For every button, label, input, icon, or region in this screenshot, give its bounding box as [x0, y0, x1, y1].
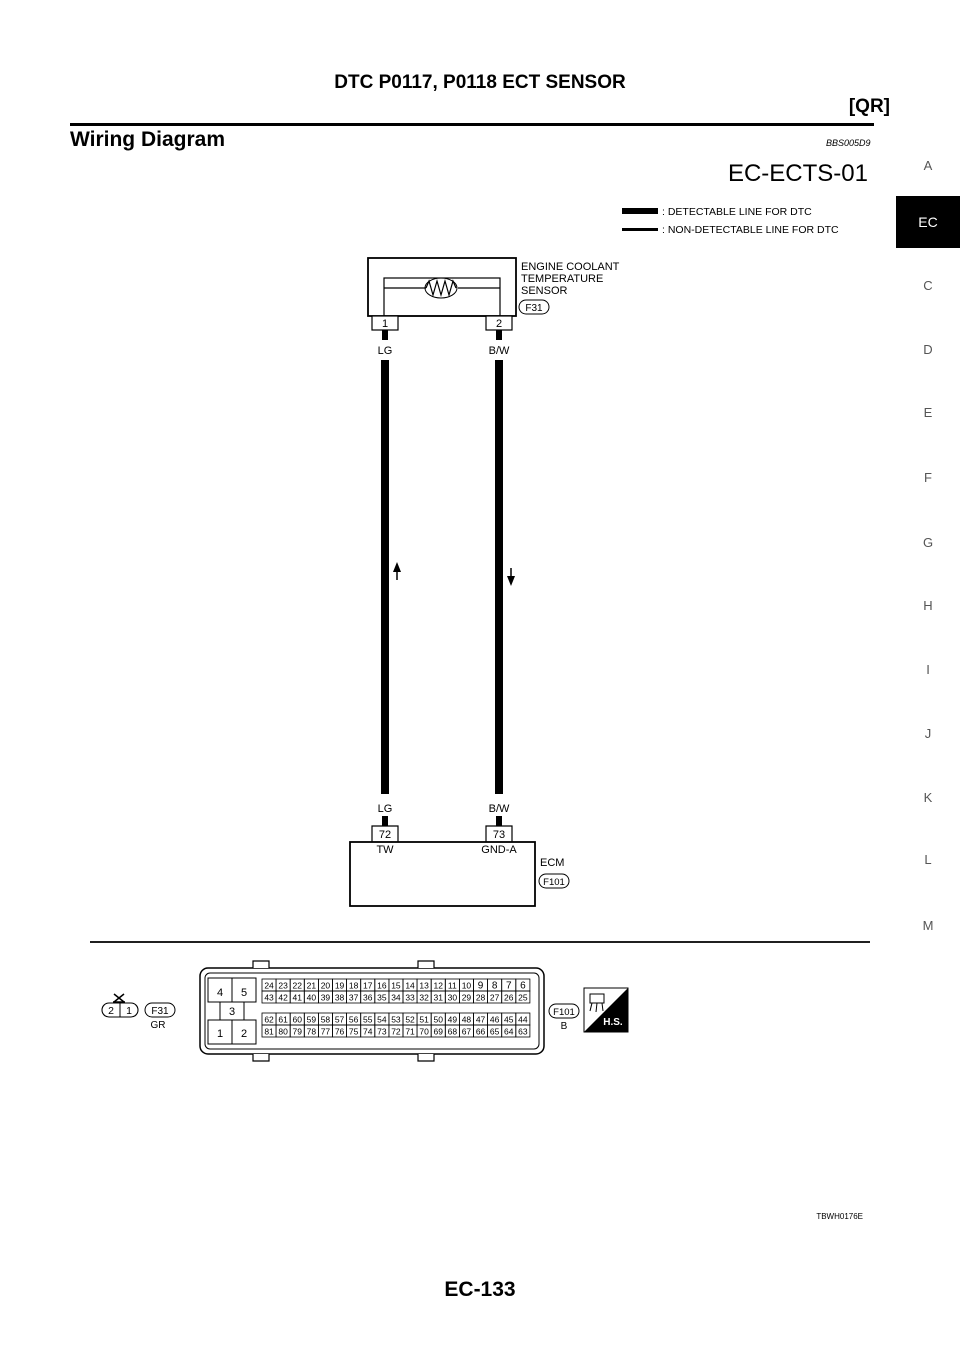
f101-pin-54: 54 [377, 1014, 387, 1025]
f101-pin-31: 31 [433, 992, 443, 1003]
f101-pin-12: 12 [433, 980, 443, 991]
ecm-terminal-tw: TW [376, 844, 394, 856]
f101-pin-9: 9 [477, 980, 484, 992]
f101-pin-6: 6 [520, 980, 526, 992]
f101-pin-70: 70 [419, 1026, 429, 1037]
f101-pin-44: 44 [518, 1014, 528, 1025]
f101-pin-48: 48 [461, 1014, 472, 1025]
f101-pin-37: 37 [348, 992, 359, 1003]
f101-pin-33: 33 [405, 992, 415, 1003]
legend-detectable-swatch [622, 208, 658, 214]
f31-color: GR [150, 1020, 166, 1031]
sensor-pin-2: 2 [495, 318, 503, 330]
thermistor-icon [426, 281, 456, 295]
f101-pin-45: 45 [504, 1014, 514, 1025]
f101-pin-21: 21 [306, 980, 317, 991]
f101-pin-76: 76 [334, 1026, 345, 1037]
f101-pin-27: 27 [489, 992, 500, 1003]
f101-pin-35: 35 [377, 992, 387, 1003]
f101-pin-55: 55 [363, 1014, 373, 1025]
f101-pin-63: 63 [518, 1026, 528, 1037]
connector-latch-icon [113, 994, 125, 1002]
sidebar-tab-g[interactable]: G [922, 535, 934, 550]
f101-pin-67: 67 [461, 1026, 472, 1037]
ecm-unit [350, 842, 569, 906]
f101-pin-56: 56 [348, 1014, 359, 1025]
sidebar-tab-h[interactable]: H [923, 598, 933, 613]
sensor-name-line-3: SENSOR [521, 285, 568, 297]
f101-pin-32: 32 [419, 992, 429, 1003]
f101-pin-61: 61 [278, 1014, 288, 1025]
f101-pin-17: 17 [363, 980, 373, 991]
sidebar-tab-m[interactable]: M [922, 918, 934, 933]
f101-pin-36: 36 [363, 992, 373, 1003]
f101-pin-57: 57 [334, 1014, 345, 1025]
f101-pin-18: 18 [348, 980, 359, 991]
signal-arrow-down [507, 568, 515, 586]
section-code: BBS005D9 [826, 138, 871, 148]
sidebar-tab-c[interactable]: C [923, 278, 933, 293]
wire-bw [495, 360, 503, 794]
sidebar-tab-d[interactable]: D [923, 342, 933, 357]
f101-connector-face [200, 961, 544, 1061]
f101-pin-71: 71 [405, 1026, 415, 1037]
f101-pin-46: 46 [489, 1014, 500, 1025]
f31-pin-1: 1 [126, 1005, 132, 1017]
f101-pin-47: 47 [475, 1014, 486, 1025]
f101-block-pin-3: 3 [228, 1006, 236, 1018]
f101-pin-14: 14 [405, 980, 415, 991]
wire-color-right-top: B/W [488, 345, 510, 357]
sensor-pin-1: 1 [381, 318, 389, 330]
f101-block-pin-4: 4 [216, 987, 224, 999]
f101-pin-79: 79 [292, 1026, 302, 1037]
f101-pin-25: 25 [518, 992, 528, 1003]
f101-pin-38: 38 [334, 992, 345, 1003]
ecm-pin-73: 73 [492, 829, 506, 841]
page-number: EC-133 [444, 1278, 516, 1301]
f31-connector-view [102, 994, 175, 1031]
legend-detectable-label: : DETECTABLE LINE FOR DTC [662, 206, 812, 218]
f101-pin-19: 19 [334, 980, 345, 991]
f101-pin-7: 7 [505, 980, 512, 992]
sidebar-tab-l[interactable]: L [924, 852, 932, 867]
f101-pin-52: 52 [405, 1014, 415, 1025]
f101-pin-29: 29 [461, 992, 472, 1003]
f101-pin-16: 16 [377, 980, 387, 991]
f101-pin-75: 75 [348, 1026, 359, 1037]
sidebar-tab-e[interactable]: E [923, 405, 933, 420]
f101-pin-60: 60 [292, 1014, 302, 1025]
f101-id: F101 [553, 1007, 575, 1018]
diagram-id: EC-ECTS-01 [727, 160, 868, 187]
f101-pin-59: 59 [306, 1014, 317, 1025]
f101-pin-72: 72 [391, 1026, 401, 1037]
f101-pin-64: 64 [504, 1026, 514, 1037]
sidebar-tab-k[interactable]: K [923, 790, 933, 805]
ecm-connector-id: F101 [543, 877, 565, 888]
f101-pin-77: 77 [320, 1026, 331, 1037]
legend-non-detectable-swatch [622, 228, 658, 231]
page-header-title: DTC P0117, P0118 ECT SENSOR [334, 72, 626, 93]
ecm-pin-72: 72 [378, 829, 392, 841]
wire-lg [381, 360, 389, 794]
sidebar-tab-j[interactable]: J [924, 726, 932, 741]
f101-pin-23: 23 [278, 980, 288, 991]
f101-pin-10: 10 [461, 980, 472, 991]
engine-code-label: [QR] [848, 96, 890, 117]
f101-pin-81: 81 [264, 1026, 274, 1037]
f31-id: F31 [151, 1006, 169, 1017]
f101-pin-49: 49 [447, 1014, 458, 1025]
f101-pin-11: 11 [447, 980, 457, 991]
f101-pin-20: 20 [320, 980, 331, 991]
f101-pin-78: 78 [306, 1026, 317, 1037]
sensor-name-line-2: TEMPERATURE [521, 273, 604, 285]
f101-pin-62: 62 [264, 1014, 274, 1025]
f101-pin-13: 13 [419, 980, 429, 991]
f101-pin-68: 68 [447, 1026, 458, 1037]
f101-pin-74: 74 [363, 1026, 373, 1037]
section-title: Wiring Diagram [70, 128, 225, 151]
f101-pin-43: 43 [264, 992, 274, 1003]
f101-color: B [560, 1021, 568, 1032]
f101-pin-28: 28 [475, 992, 486, 1003]
f101-block-pin-1: 1 [216, 1028, 224, 1040]
sidebar-tab-f[interactable]: F [924, 470, 932, 485]
f101-pin-41: 41 [292, 992, 302, 1003]
sensor-connector-id: F31 [525, 303, 543, 314]
sidebar-tab-ec[interactable]: EC [896, 196, 960, 248]
f101-pin-24: 24 [264, 980, 274, 991]
ecm-terminal-gnd-a: GND-A [481, 844, 517, 856]
f101-pin-34: 34 [391, 992, 401, 1003]
sidebar-tab-i[interactable]: I [926, 662, 930, 677]
f101-pin-51: 51 [419, 1014, 429, 1025]
coolant-sensor [368, 258, 620, 316]
f101-block-pin-2: 2 [240, 1028, 248, 1040]
f101-pin-39: 39 [320, 992, 331, 1003]
ecm-label: ECM [540, 857, 565, 869]
wire-color-left-top: LG [377, 345, 393, 357]
f101-block-pin-5: 5 [240, 987, 248, 999]
f31-pin-2: 2 [108, 1005, 114, 1017]
sidebar-tab-a[interactable]: A [923, 158, 933, 173]
harness-side-badge [584, 988, 628, 1032]
f101-pin-15: 15 [391, 980, 401, 991]
f101-pin-40: 40 [306, 992, 317, 1003]
f101-pin-42: 42 [278, 992, 288, 1003]
signal-arrow-up [393, 562, 401, 580]
f101-pin-22: 22 [292, 980, 302, 991]
hs-badge-text: H.S. [603, 1017, 623, 1028]
f101-pin-65: 65 [489, 1026, 500, 1037]
f101-pin-30: 30 [447, 992, 458, 1003]
figure-code: TBWH0176E [816, 1212, 863, 1221]
f101-pin-58: 58 [320, 1014, 331, 1025]
f101-pin-73: 73 [377, 1026, 387, 1037]
f101-pin-50: 50 [433, 1014, 443, 1025]
wire-color-left-bottom: LG [377, 803, 393, 815]
sensor-name-line-1: ENGINE COOLANT [521, 261, 620, 273]
f101-pin-26: 26 [504, 992, 514, 1003]
f101-pin-53: 53 [391, 1014, 401, 1025]
f101-pin-69: 69 [433, 1026, 443, 1037]
f101-pin-80: 80 [278, 1026, 288, 1037]
legend-non-detectable-label: : NON-DETECTABLE LINE FOR DTC [662, 224, 839, 236]
f101-pin-66: 66 [475, 1026, 486, 1037]
f101-pin-grid [262, 979, 530, 1037]
f101-pin-8: 8 [491, 980, 498, 992]
wire-color-right-bottom: B/W [488, 803, 510, 815]
